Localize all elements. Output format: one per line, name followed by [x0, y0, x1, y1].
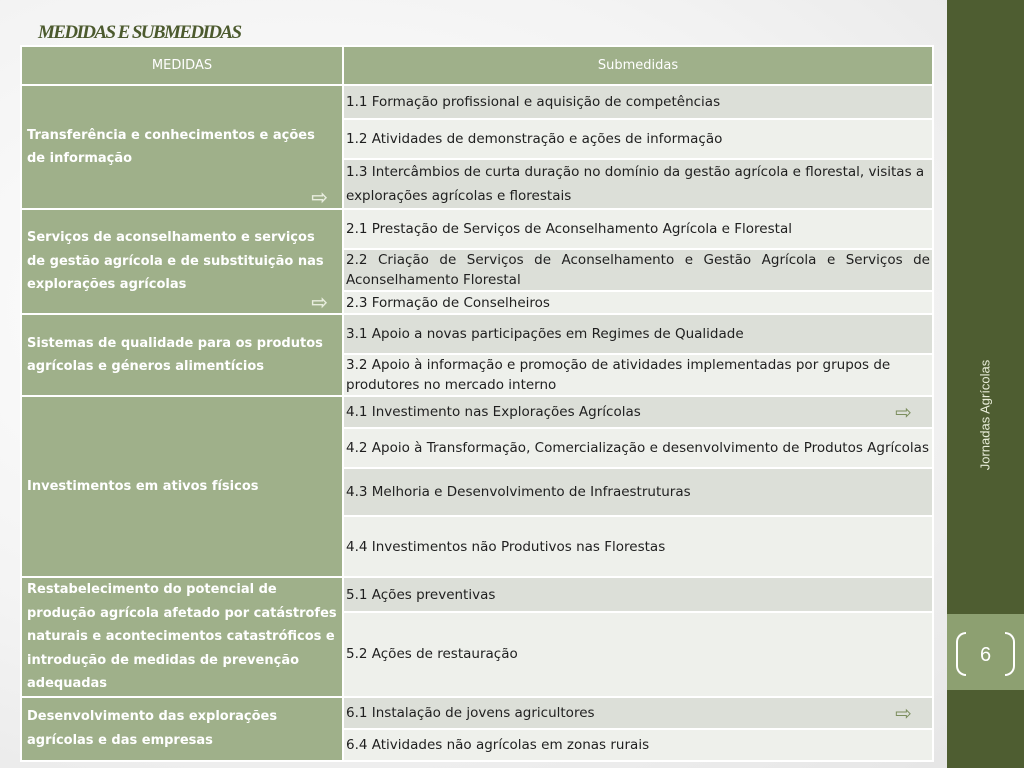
submedida-label: 6.1 Instalação de jovens agricultores: [346, 704, 595, 721]
right-arrow-icon: ⇨: [895, 700, 912, 725]
table-row: [21, 577, 933, 612]
page-number: 6: [979, 644, 992, 666]
submedida-cell: 1.1 Formação profissional e aquisição de competências: [343, 85, 933, 119]
submedida-cell: [343, 697, 933, 729]
medida-cell: [21, 697, 343, 761]
slide-title: MEDIDAS E SUBMEDIDAS: [38, 22, 241, 43]
right-arrow-icon: ⇨: [311, 185, 328, 209]
submedida-cell: 6.4 Atividades não agrícolas em zonas rurais: [343, 729, 933, 761]
table-row: [21, 396, 933, 428]
medida-cell: [21, 209, 343, 314]
submedida-cell: 5.2 Ações de restauração: [343, 612, 933, 696]
submedida-cell: 2.3 Formação de Conselheiros: [343, 291, 933, 314]
submedida-cell: 4.3 Melhoria e Desenvolvimento de Infraestruturas: [343, 468, 933, 516]
medida-cell: [21, 85, 343, 209]
submedida-cell: 4.2 Apoio à Transformação, Comercialização e desenvolvimento de Produtos Agrícolas: [343, 428, 933, 468]
table-header-row: [21, 46, 933, 85]
table-row: [21, 85, 933, 119]
submedida-cell: 1.3 Intercâmbios de curta duração no domínio da gestão agrícola e florestal, visitas a explorações agrícolas e florestais: [343, 159, 933, 209]
submedida-cell: 4.4 Investimentos não Produtivos nas Florestas: [343, 516, 933, 577]
header-submedidas: Submedidas: [343, 46, 933, 85]
submedida-cell: 1.2 Atividades de demonstração e ações de informação: [343, 119, 933, 159]
submedida-cell: 2.2 Criação de Serviços de Aconselhamento e Gestão Agrícola e Serviços de Aconselhamento Florestal: [343, 249, 933, 291]
right-arrow-icon: ⇨: [895, 400, 912, 424]
submedida-cell: 3.1 Apoio a novas participações em Regimes de Qualidade: [343, 314, 933, 354]
medida-label: Transferência e conhecimentos e ações de informação: [27, 127, 315, 166]
submedida-cell: [343, 396, 933, 428]
submedida-cell: 3.2 Apoio à informação e promoção de atividades implementadas por grupos de produtores no mercado interno: [343, 354, 933, 396]
medida-label: Investimentos em ativos físicos: [27, 478, 259, 494]
measures-table: [20, 45, 934, 762]
medida-cell: [21, 577, 343, 697]
right-arrow-icon: ⇨: [311, 290, 328, 314]
submedida-cell: 5.1 Ações preventivas: [343, 577, 933, 612]
table-row: [21, 209, 933, 249]
table-row: [21, 314, 933, 354]
medida-label: Serviços de aconselhamento e serviços de gestão agrícola e de substituição nas explorações agrícolas: [27, 230, 324, 293]
side-label: Jornadas Agrícolas: [977, 359, 993, 471]
table-row: [21, 697, 933, 729]
medida-cell: [21, 314, 343, 396]
medida-label: Sistemas de qualidade para os produtos agrícolas e géneros alimentícios: [27, 335, 323, 374]
header-medidas: MEDIDAS: [21, 46, 343, 85]
page-number-box: [947, 614, 1024, 690]
medida-label: Restabelecimento do potencial de produção agrícola afetado por catástrofes naturais e acontecimentos catastróficos e introdução de medidas de prevenção adequadas: [27, 582, 337, 691]
submedida-cell: 2.1 Prestação de Serviços de Aconselhamento Agrícola e Florestal: [343, 209, 933, 249]
medida-label: Desenvolvimento das explorações agrícolas e das empresas: [27, 709, 278, 748]
submedida-label: 4.1 Investimento nas Explorações Agrícolas: [346, 404, 641, 420]
medida-cell: [21, 396, 343, 577]
